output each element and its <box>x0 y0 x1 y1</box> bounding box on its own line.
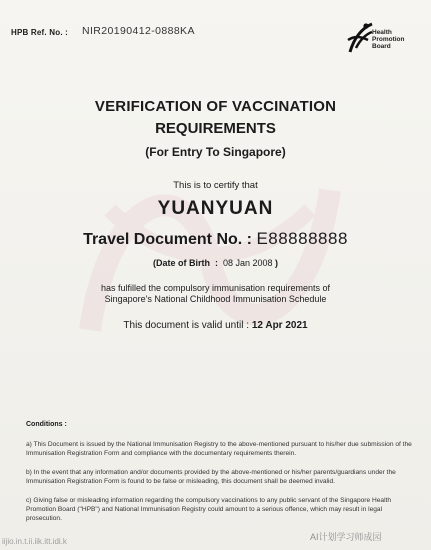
document-subtitle: (For Entry To Singapore) <box>145 145 286 159</box>
travel-document-label: Travel Document No. : <box>83 231 252 248</box>
dob-separator: : <box>214 258 218 268</box>
dob-value: 08 Jan 2008 <box>222 258 273 268</box>
fulfilment-statement <box>0 283 431 305</box>
conditions-label: Conditions : <box>26 421 67 428</box>
condition-c: c) Giving false or misleading information regarding the compulsory vaccinations to any public servant of the Singapore Health Promotion Board ("HPB") and National Immunisation Registry could amount to a serious offence, which may result in legal prosecution. <box>26 497 392 522</box>
travel-document-line <box>0 229 431 249</box>
validity-line <box>0 320 431 331</box>
condition-a: a) This Document is issued by the National Immunisation Registry to the above-mentioned pursuant to his/her due submission of the Immunisation Registration Form and compliance with the documentary requirements therein. <box>26 441 412 457</box>
document-title-line1: VERIFICATION OF VACCINATION <box>94 98 337 115</box>
overlay-footer-text: iijio.in.t.ii.iik.itt.idi.k <box>2 537 67 546</box>
valid-separator: : <box>246 320 250 331</box>
certify-text: This is to certify that <box>173 180 258 191</box>
dob-close: ) <box>275 258 279 268</box>
date-of-birth-line <box>0 258 431 268</box>
dob-label: (Date of Birth <box>152 258 210 268</box>
fulfil-line-2: Singapore's National Childhood Immunisation Schedule <box>104 294 327 304</box>
document-title-line2: REQUIREMENTS <box>155 120 276 137</box>
holder-name: YUANYUAN <box>157 198 274 219</box>
ref-label: HPB Ref. No. : <box>11 28 69 37</box>
ref-value: NIR20190412-0888KA <box>82 25 195 37</box>
travel-document-number: E88888888 <box>256 229 348 248</box>
fulfil-line-1: has fulfilled the compulsory immunisation requirements of <box>100 283 331 293</box>
overlay-watermark-text: AI计划学习师成园 <box>310 532 382 542</box>
hpb-logo-text: Health Promotion Board <box>372 29 405 50</box>
valid-text: This document is valid until <box>123 320 244 331</box>
valid-date: 12 Apr 2021 <box>251 320 308 331</box>
condition-b: b) In the event that any information and/or documents provided by the above-mentioned or his/her parents/guardians under the Immunisation Registration Form is found to be false or misleading, this document shall be deemed invalid. <box>26 469 396 485</box>
